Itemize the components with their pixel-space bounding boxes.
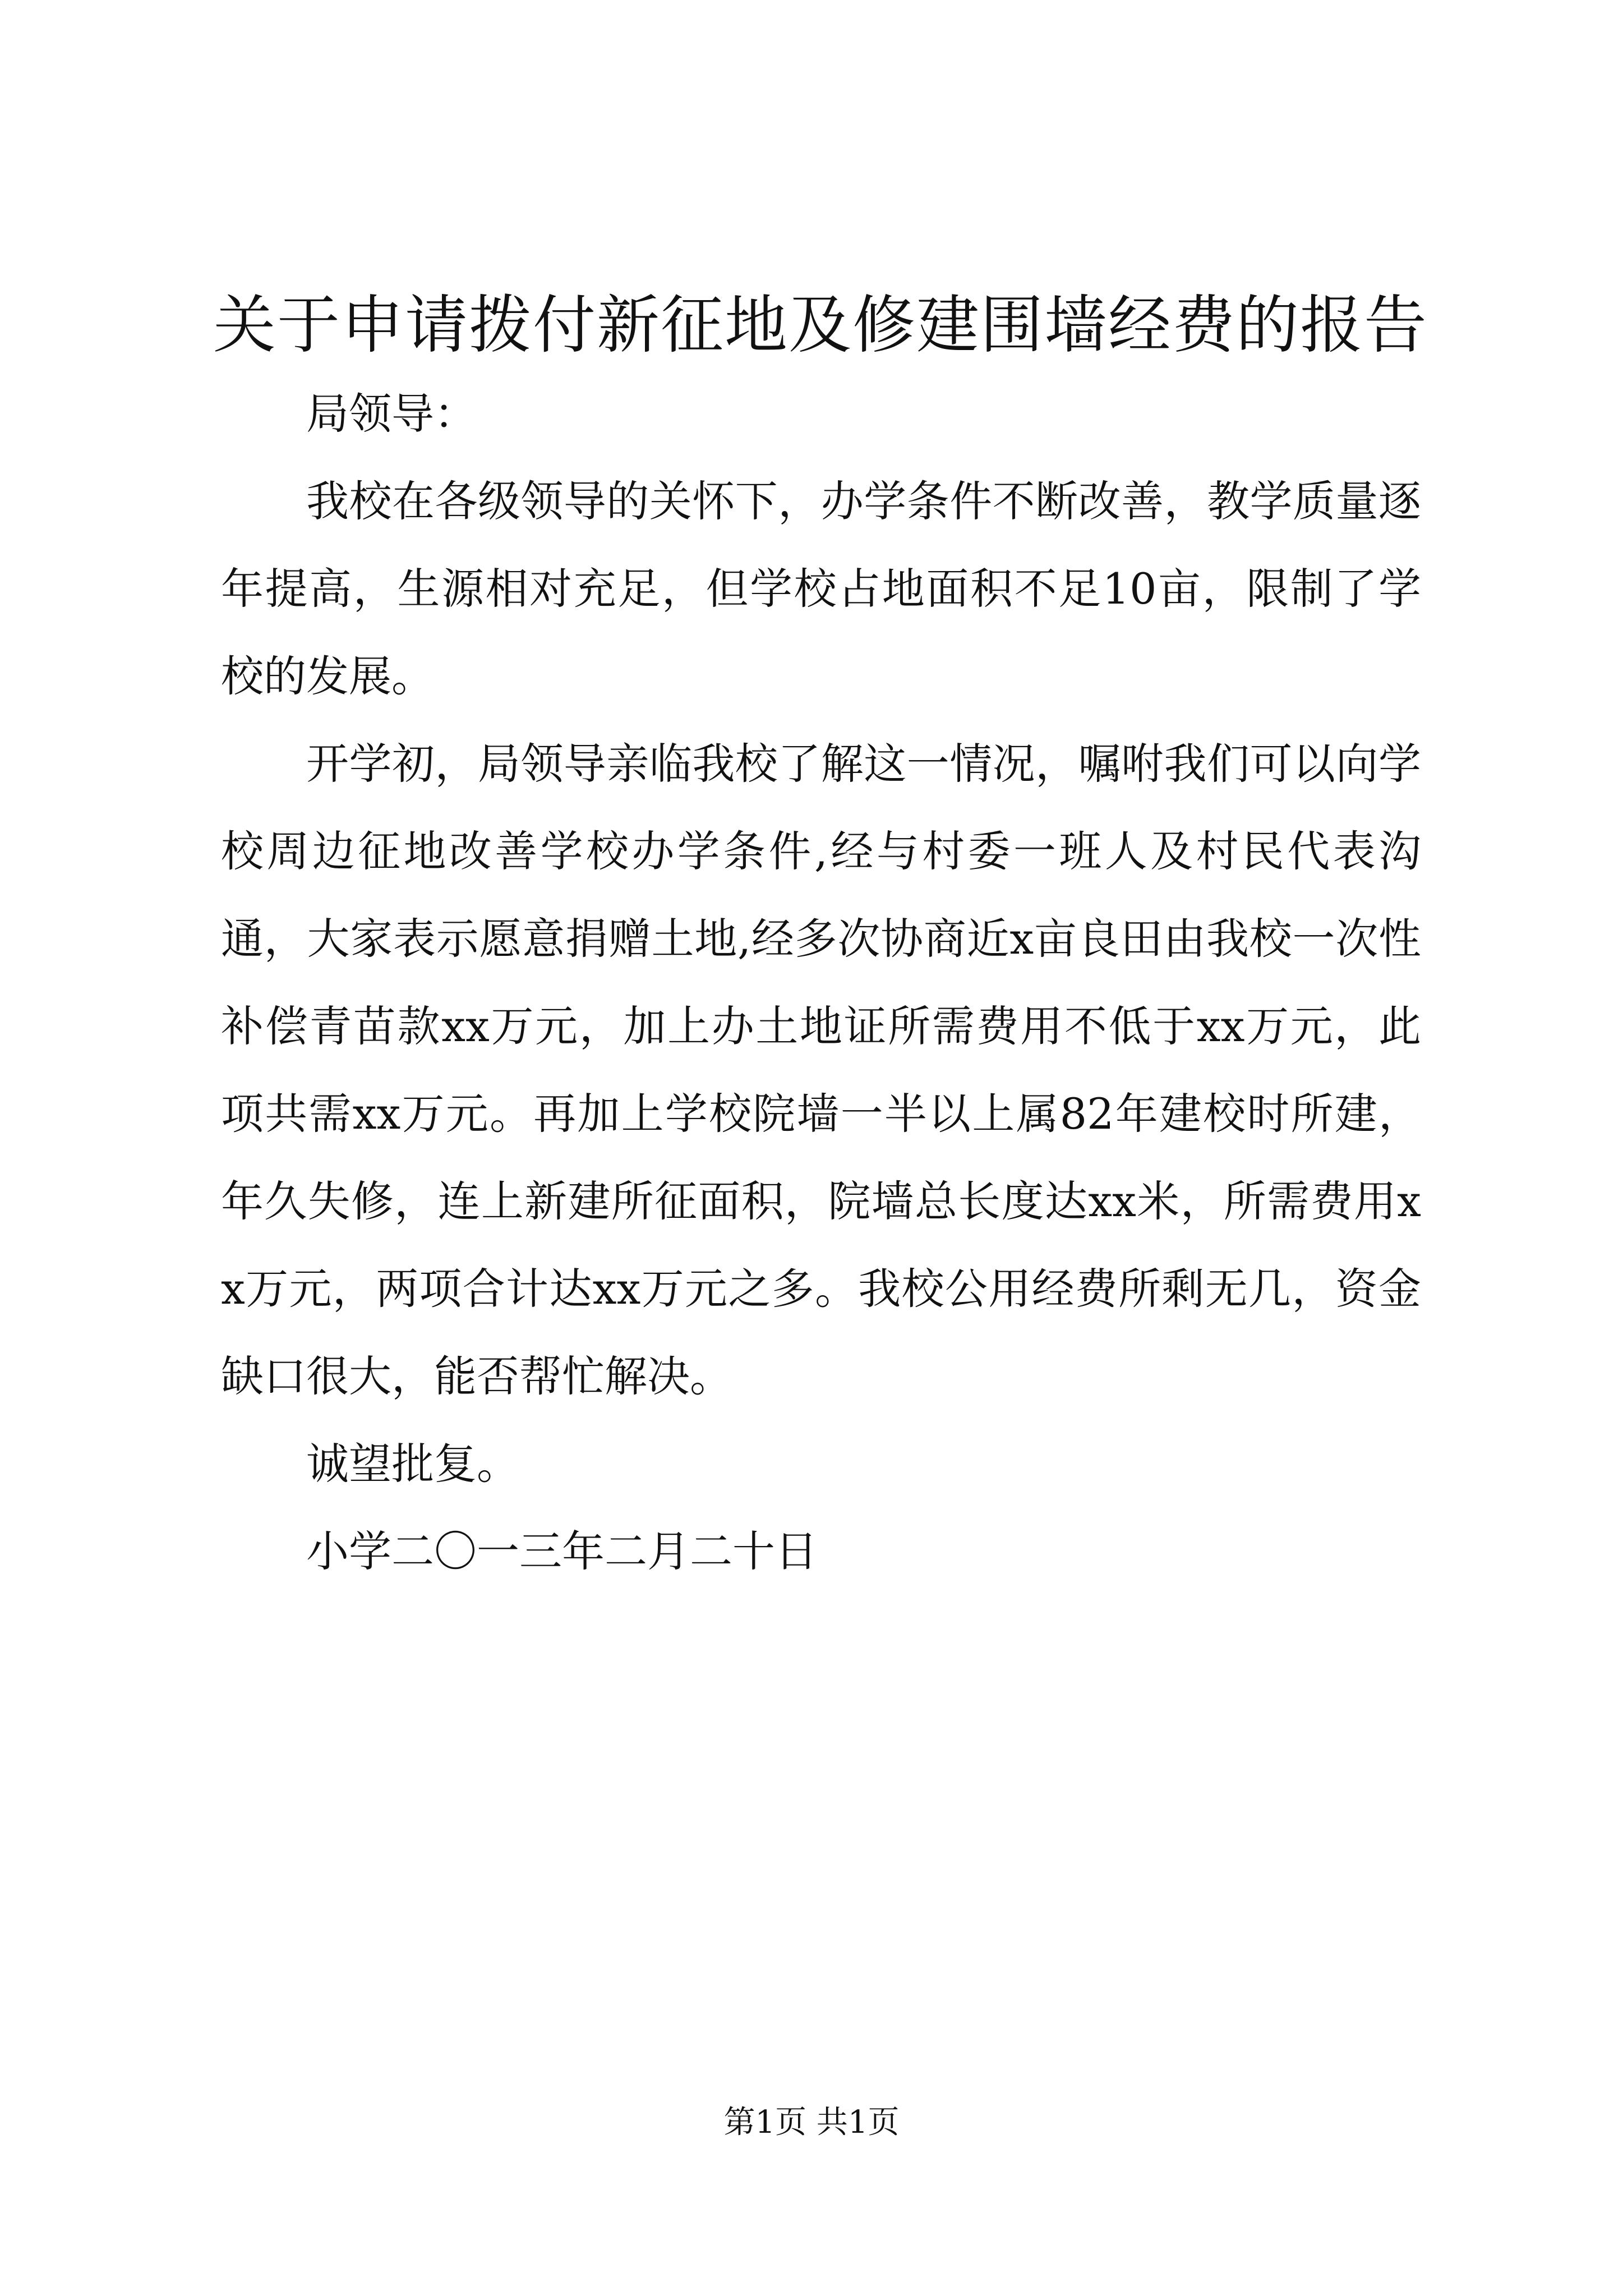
paragraph-1: 我校在各级领导的关怀下，办学条件不断改善，教学质量逐年提高，生源相对充足，但学校占地面积不足10亩，限制了学校的发展。: [221, 476, 1421, 701]
salutation: 局领导：: [306, 389, 477, 439]
page-number-footer: 第1页 共1页: [723, 2104, 900, 2141]
document-title: 关于申请拨付新征地及修建围墙经费的报告: [213, 289, 1428, 362]
paragraph-2: 开学初，局领导亲临我校了解这一情况，嘱咐我们可以向学校周边征地改善学校办学条件,经与村委一班人及村民代表沟通，大家表示愿意捐赠土地,经多次协商近x亩良田由我校一次性补偿青苗款xx万元，加上办土地证所需费用不低于xx万元，此项共需xx万元。再加上学校院墙一半以上属82年建校时所建，年久失修，连上新建所征面积，院墙总长度达xx米，所需费用xx万元，两项合计达xx万元之多。我校公用经费所剩无几，资金缺口很大，能否帮忙解决。: [221, 739, 1421, 1401]
document-body: [221, 370, 1421, 1595]
closing-line: 诚望批复。: [306, 1439, 519, 1489]
signature-date: 小学二〇一三年二月二十日: [306, 1526, 818, 1576]
